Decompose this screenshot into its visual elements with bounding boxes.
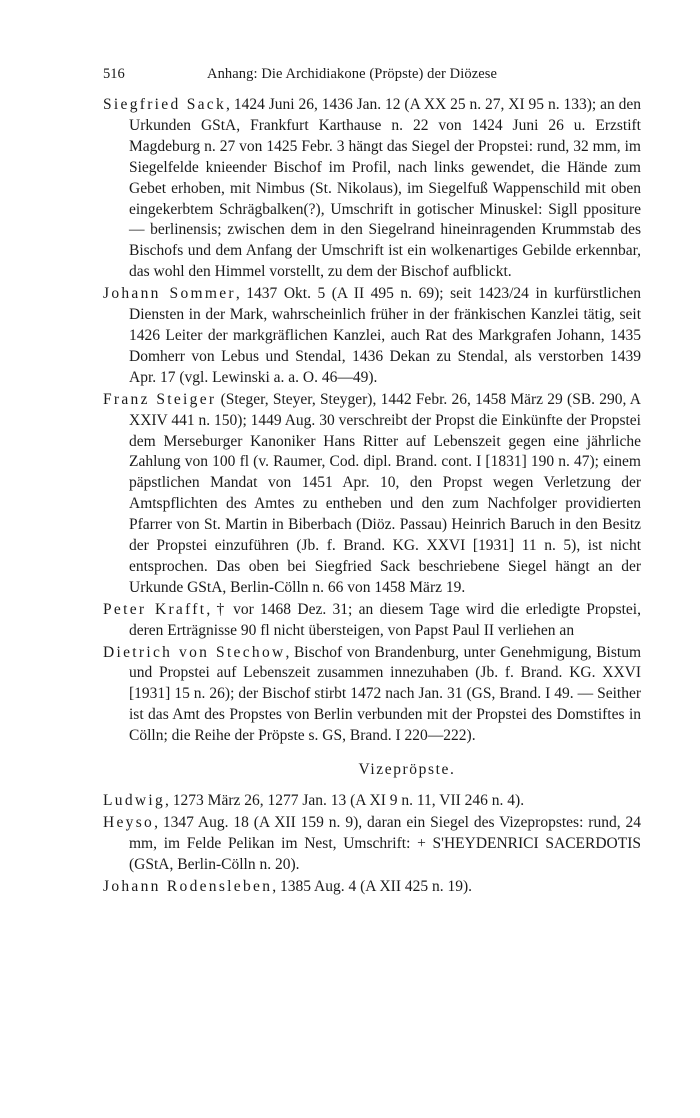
person-name: Dietrich von Stechow xyxy=(103,643,286,661)
page-header xyxy=(103,66,641,83)
person-name: Heyso xyxy=(103,814,155,831)
person-name: Peter Krafft xyxy=(103,600,207,618)
entry-peter-krafft xyxy=(103,600,641,642)
entry-text: (Steger, Steyer, Steyger), 1442 Febr. 26, 1458 März 29 (SB. 290, A XXIV 441 n. 150); 1449 Aug. 30 verschreibt der Propst die Einkünfte der Propstei dem Merseburger Kanoniker Hans Ritter auf Lebenszeit gegen eine jährliche Zahlung von 100 fl (v. Raumer, Cod. dipl. Brand. cont. I [1831] 190 n. 47); einem päpstlichen Mandat von 1451 Apr. 10, den Propst wegen Verletzung der Amtspflichten des Amtes zu entheben und den zum Nachfolger providierten Pfarrer von St. Martin in Biberbach (Diöz. Passau) Heinrich Baruch in den Besitz der Propstei einzuführen (Jb. f. Brand. KG. XXVI [1931] 11 n. 5), ist nicht entsprochen. Das oben bei Siegfried Sack beschriebene Siegel hängt an der Urkunde GStA, Berlin-Cölln n. 66 von 1458 März 19. xyxy=(129,390,641,596)
person-name: Siegfried Sack xyxy=(103,96,227,113)
entry-franz-steiger xyxy=(103,390,641,599)
entry-text: , 1424 Juni 26, 1436 Jan. 12 (A XX 25 n. 27, XI 95 n. 133); an den Urkunden GStA, Frankfurt Karthause n. 22 von 1424 Juni 26 u. Erzstift Magdeburg n. 27 von 1425 Febr. 3 hängt das Siegel der Propstei: rund, 32 mm, im Siegelfelde knieender Bischof im Profil, nach links gewendet, die Hände zum Gebet erhoben, mit Nimbus (St. Nikolaus), im Siegelfuß Wappenschild mit oben eingekerbtem Schrägbalken(?), Umschrift in gotischer Minuskel: Sigll ppositure — berlinensis; zwischen dem in den Siegelrand hineinragenden Krummstab des Bischofs und dem Anfang der Umschrift ist ein wolkenartiges Gebilde erkennbar, das wohl den Himmel vorstellt, zu dem der Bischof aufblickt. xyxy=(129,96,641,281)
entry-text: , 1273 März 26, 1277 Jan. 13 (A XI 9 n. 11, VII 246 n. 4). xyxy=(165,792,525,810)
page-number: 516 xyxy=(103,66,125,82)
entry-text: , 1385 Aug. 4 (A XII 425 n. 19). xyxy=(272,877,473,895)
running-title: Anhang: Die Archidiakone (Pröpste) der Diözese xyxy=(207,66,498,82)
person-name: Franz Steiger xyxy=(103,390,217,408)
entry-siegfried-sack xyxy=(103,95,641,283)
entry-text: , 1347 Aug. 18 (A XII 159 n. 9), daran ein Siegel des Vizepropstes: rund, 24 mm, im Felde Pelikan im Nest, Umschrift: + S'HEYDENRICI SACERDOTIS (GStA, Berlin-Cölln n. 20). xyxy=(129,814,641,873)
person-name: Johann Rodensleben xyxy=(103,877,273,895)
document-page xyxy=(103,66,641,899)
entry-ludwig xyxy=(103,791,641,812)
section-title: Vizepröpste. xyxy=(358,761,456,779)
person-name: Johann Sommer xyxy=(103,285,236,303)
entry-dietrich-von-stechow xyxy=(103,643,641,748)
entry-heyso xyxy=(103,813,641,876)
entry-text: , Bischof von Brandenburg, unter Genehmigung, Bistum und Propstei auf Lebenszeit zusammen innezuhaben (Jb. f. Brand. KG. XXVI [1931] 15 n. 26); der Bischof stirbt 1472 nach Jan. 31 (GS, Brand. I 49. — Seither ist das Amt des Propstes von Berlin verbunden mit der Propstei des Domstiftes in Cölln; die Reihe der Pröpste s. GS, Brand. I 220—222). xyxy=(129,643,641,745)
entry-text: , 1437 Okt. 5 (A II 495 n. 69); seit 1423/24 in kurfürstlichen Diensten in der Mark, wahrscheinlich früher in der fränkischen Kanzlei tätig, seit 1426 Leiter der markgräflichen Kanzlei, auch Rat des Markgrafen Johann, 1435 Domherr von Lebus und Stendal, 1436 Dekan zu Stendal, als verstorben 1439 Apr. 17 (vgl. Lewinski a. a. O. 46—49). xyxy=(129,285,641,386)
entry-text: , † vor 1468 Dez. 31; an diesem Tage wird die erledigte Propstei, deren Erträgnisse 90 fl nicht übersteigen, von Papst Paul II verliehen an xyxy=(129,600,641,639)
entry-johann-sommer xyxy=(103,284,641,389)
entry-johann-rodensleben xyxy=(103,877,641,898)
person-name: Ludwig xyxy=(103,792,166,810)
